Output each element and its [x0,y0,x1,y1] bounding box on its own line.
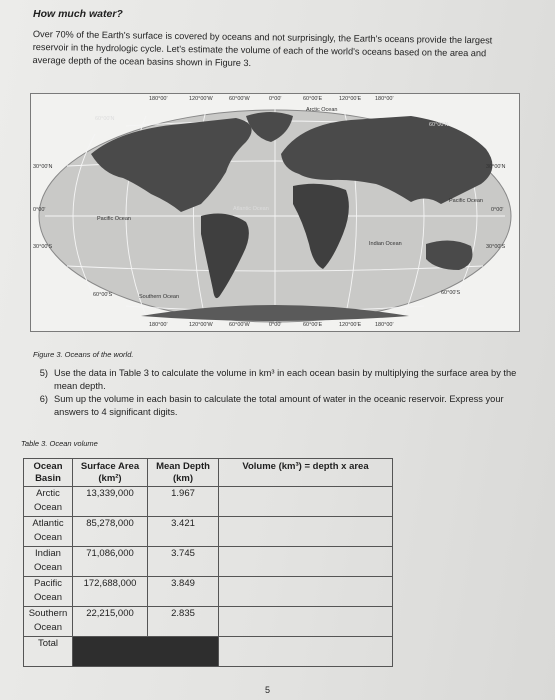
area-cell: 22,215,000 [73,607,148,637]
volume-cell[interactable] [219,517,393,547]
basin-cell: Southern Ocean [24,607,73,637]
volume-cell[interactable] [219,487,393,517]
map-top-label: 180°00' [375,96,394,102]
map-bottom-label: 120°00'W [189,322,213,328]
area-cell: 172,688,000 [73,577,148,607]
map-top-label: 120°00'W [189,96,213,102]
total-label-cell: Total [24,637,73,667]
map-bottom-label: 180°00' [375,322,394,328]
ocean-label-indian: Indian Ocean [369,241,402,247]
table-row [24,487,393,517]
map-inner-label: 60°00'S [93,292,113,298]
depth-cell: 3.849 [148,577,219,607]
area-cell: 85,278,000 [73,517,148,547]
ocean-volume-table [23,458,393,667]
map-bottom-label: 0°00' [269,322,282,328]
map-top-label: 180°00' [149,96,168,102]
basin-cell: Indian Ocean [24,547,73,577]
depth-cell: 3.421 [148,517,219,547]
basin-cell: Arctic Ocean [24,487,73,517]
basin-cell: Pacific Ocean [24,577,73,607]
intro-paragraph: Over 70% of the Earth's surface is covered by oceans and not surprisingly, the Earth's oceans provide the largest reservoir in the hydrologic cycle. Let's estimate the volume of each of the world's oceans based on the area and average depth of the ocean basins shown in Figure 3. [32,28,493,69]
depth-cell: 1.967 [148,487,219,517]
table-row [24,547,393,577]
column-header-basin: Ocean Basin [24,459,73,487]
depth-cell: 2.835 [148,607,219,637]
ocean-label-arctic: Arctic Ocean [306,107,338,113]
column-header-area: Surface Area (km²) [73,459,148,487]
world-ocean-map [30,93,520,332]
question-text: Use the data in Table 3 to calculate the volume in km³ in each ocean basin by multiplying the surface area by the mean depth. [54,368,517,391]
map-right-label: 30°00'S [486,244,506,250]
area-cell: 13,339,000 [73,487,148,517]
map-top-label: 0°00' [269,96,282,102]
table-header-row [24,459,393,487]
table-total-row [24,637,393,667]
column-header-depth: Mean Depth (km) [148,459,219,487]
map-bottom-label: 120°00'E [339,322,362,328]
map-bottom-label: 60°00'W [229,322,250,328]
volume-cell[interactable] [219,577,393,607]
table-row [24,607,393,637]
question-list [22,367,527,419]
question-item [22,393,527,418]
question-text: Sum up the volume in each basin to calculate the total amount of water in the oceanic reservoir. Express your answers to 4 significant digits. [54,394,504,417]
ocean-label-pacific: Pacific Ocean [449,198,483,204]
ocean-label-atlantic: Atlantic Ocean [233,206,269,212]
column-header-volume: Volume (km³) = depth x area [219,459,393,487]
map-inner-label: 60°00'N [95,116,115,122]
question-number: 6) [39,394,48,404]
map-inner-label: 60°00'N [429,122,449,128]
total-volume-cell[interactable] [219,637,393,667]
map-right-label: 0°00' [491,207,504,213]
map-top-label: 60°00'W [229,96,250,102]
basin-cell: Atlantic Ocean [24,517,73,547]
table-row [24,517,393,547]
table-caption: Table 3. Ocean volume [21,439,98,448]
volume-cell[interactable] [219,607,393,637]
figure-caption: Figure 3. Oceans of the world. [33,350,134,359]
depth-cell: 3.745 [148,547,219,577]
map-top-label: 60°00'E [303,96,323,102]
ocean-label-pacific: Pacific Ocean [97,216,131,222]
map-bottom-label: 180°00' [149,322,168,328]
map-bottom-label: 60°00'E [303,322,323,328]
ocean-label-southern: Southern Ocean [139,294,180,300]
map-left-label: 30°00'S [33,244,53,250]
table-row [24,577,393,607]
question-item [22,367,527,392]
map-left-label: 0°00' [33,207,46,213]
map-left-label: 30°00'N [33,164,53,170]
page-number: 5 [265,685,271,695]
volume-cell[interactable] [219,547,393,577]
total-blocked-cell [73,637,219,667]
question-number: 5) [39,368,48,378]
map-inner-label: 60°00'S [441,290,461,296]
area-cell: 71,086,000 [73,547,148,577]
map-top-label: 120°00'E [339,96,362,102]
map-right-label: 30°00'N [486,164,506,170]
page-title: How much water? [33,8,123,20]
